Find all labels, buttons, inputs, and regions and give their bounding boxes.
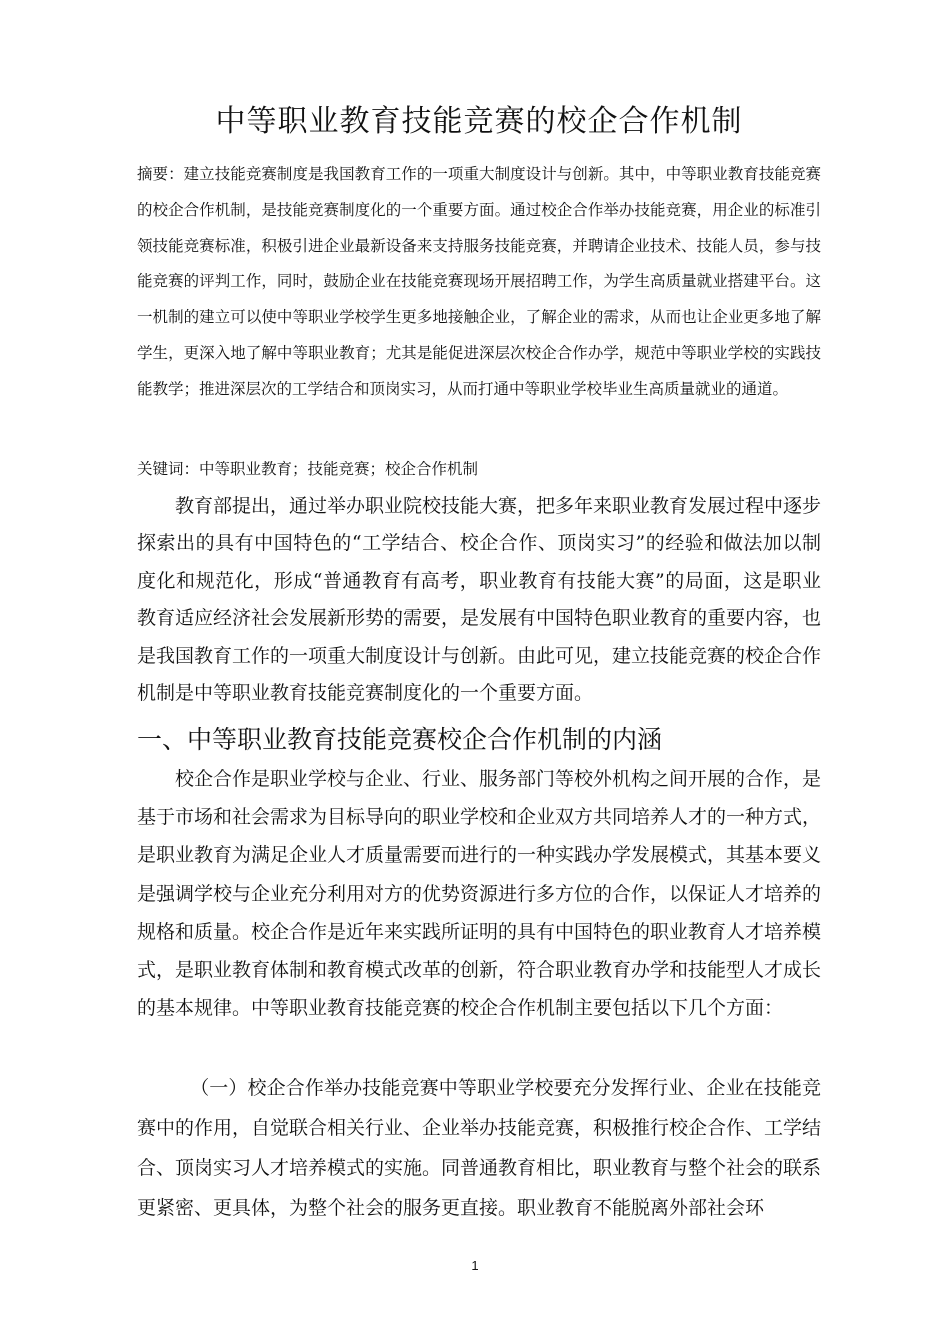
section-paragraph: 校企合作是职业学校与企业、行业、服务部门等校外机构之间开展的合作，是基于市场和社会需求为目标导向的职业学校和企业双方共同培养人才的一种方式，是职业教育为满足企业人才质量需要而进行的一种实践办学发展模式，其基本要义是强调学校与企业充分利用对方的优势资源进行多方位的合作，以保证人才培养的规格和质量。校企合作是近年来实践所证明的具有中国特色的职业教育人才培养模式，是职业教育体制和教育模式改革的创新，符合职业教育办学和技能型人才成长的基本规律。中等职业教育技能竞赛的校企合作机制主要包括以下几个方面：: [137, 768, 822, 1020]
document-title: 中等职业教育技能竞赛的校企合作机制: [215, 104, 743, 139]
subsection-paragraph: （一）校企合作举办技能竞赛中等职业学校要充分发挥行业、企业在技能竞赛中的作用，自觉联合相关行业、企业举办技能竞赛，积极推行校企合作、工学结合、顶岗实习人才培养模式的实施。同普通教育相比，职业教育与整个社会的联系更紧密、更具体，为整个社会的服务更直接。职业教育不能脱离外部社会环: [137, 1077, 822, 1219]
intro-paragraph: 教育部提出，通过举办职业院校技能大赛，把多年来职业教育发展过程中逐步探索出的具有中国特色的“工学结合、校企合作、顶岗实习”的经验和做法加以制度化和规范化，形成“普通教育有高考，职业教育有技能大赛”的局面，这是职业教育适应经济社会发展新形势的需要，是发展有中国特色职业教育的重要内容，也是我国教育工作的一项重大制度设计与创新。由此可见，建立技能竞赛的校企合作机制是中等职业教育技能竞赛制度化的一个重要方面。: [137, 495, 822, 705]
section-heading: 一、中等职业教育技能竞赛校企合作机制的内涵: [137, 725, 663, 754]
page-number: 1: [471, 1258, 479, 1273]
keywords-line: 关键词：中等职业教育；技能竞赛；校企合作机制: [137, 460, 479, 478]
abstract-paragraph: 摘要：建立技能竞赛制度是我国教育工作的一项重大制度设计与创新。其中，中等职业教育技能竞赛的校企合作机制，是技能竞赛制度化的一个重要方面。通过校企合作举办技能竞赛，用企业的标准引领技能竞赛标准，积极引进企业最新设备来支持服务技能竞赛，并聘请企业技术、技能人员，参与技能竞赛的评判工作，同时，鼓励企业在技能竞赛现场开展招聘工作，为学生高质量就业搭建平台。这一机制的建立可以使中等职业学校学生更多地接触企业，了解企业的需求，从而也让企业更多地了解学生，更深入地了解中等职业教育；尤其是能促进深层次校企合作办学，规范中等职业学校的实践技能教学；推进深层次的工学结合和顶岗实习，从而打通中等职业学校毕业生高质量就业的通道。: [137, 165, 821, 398]
